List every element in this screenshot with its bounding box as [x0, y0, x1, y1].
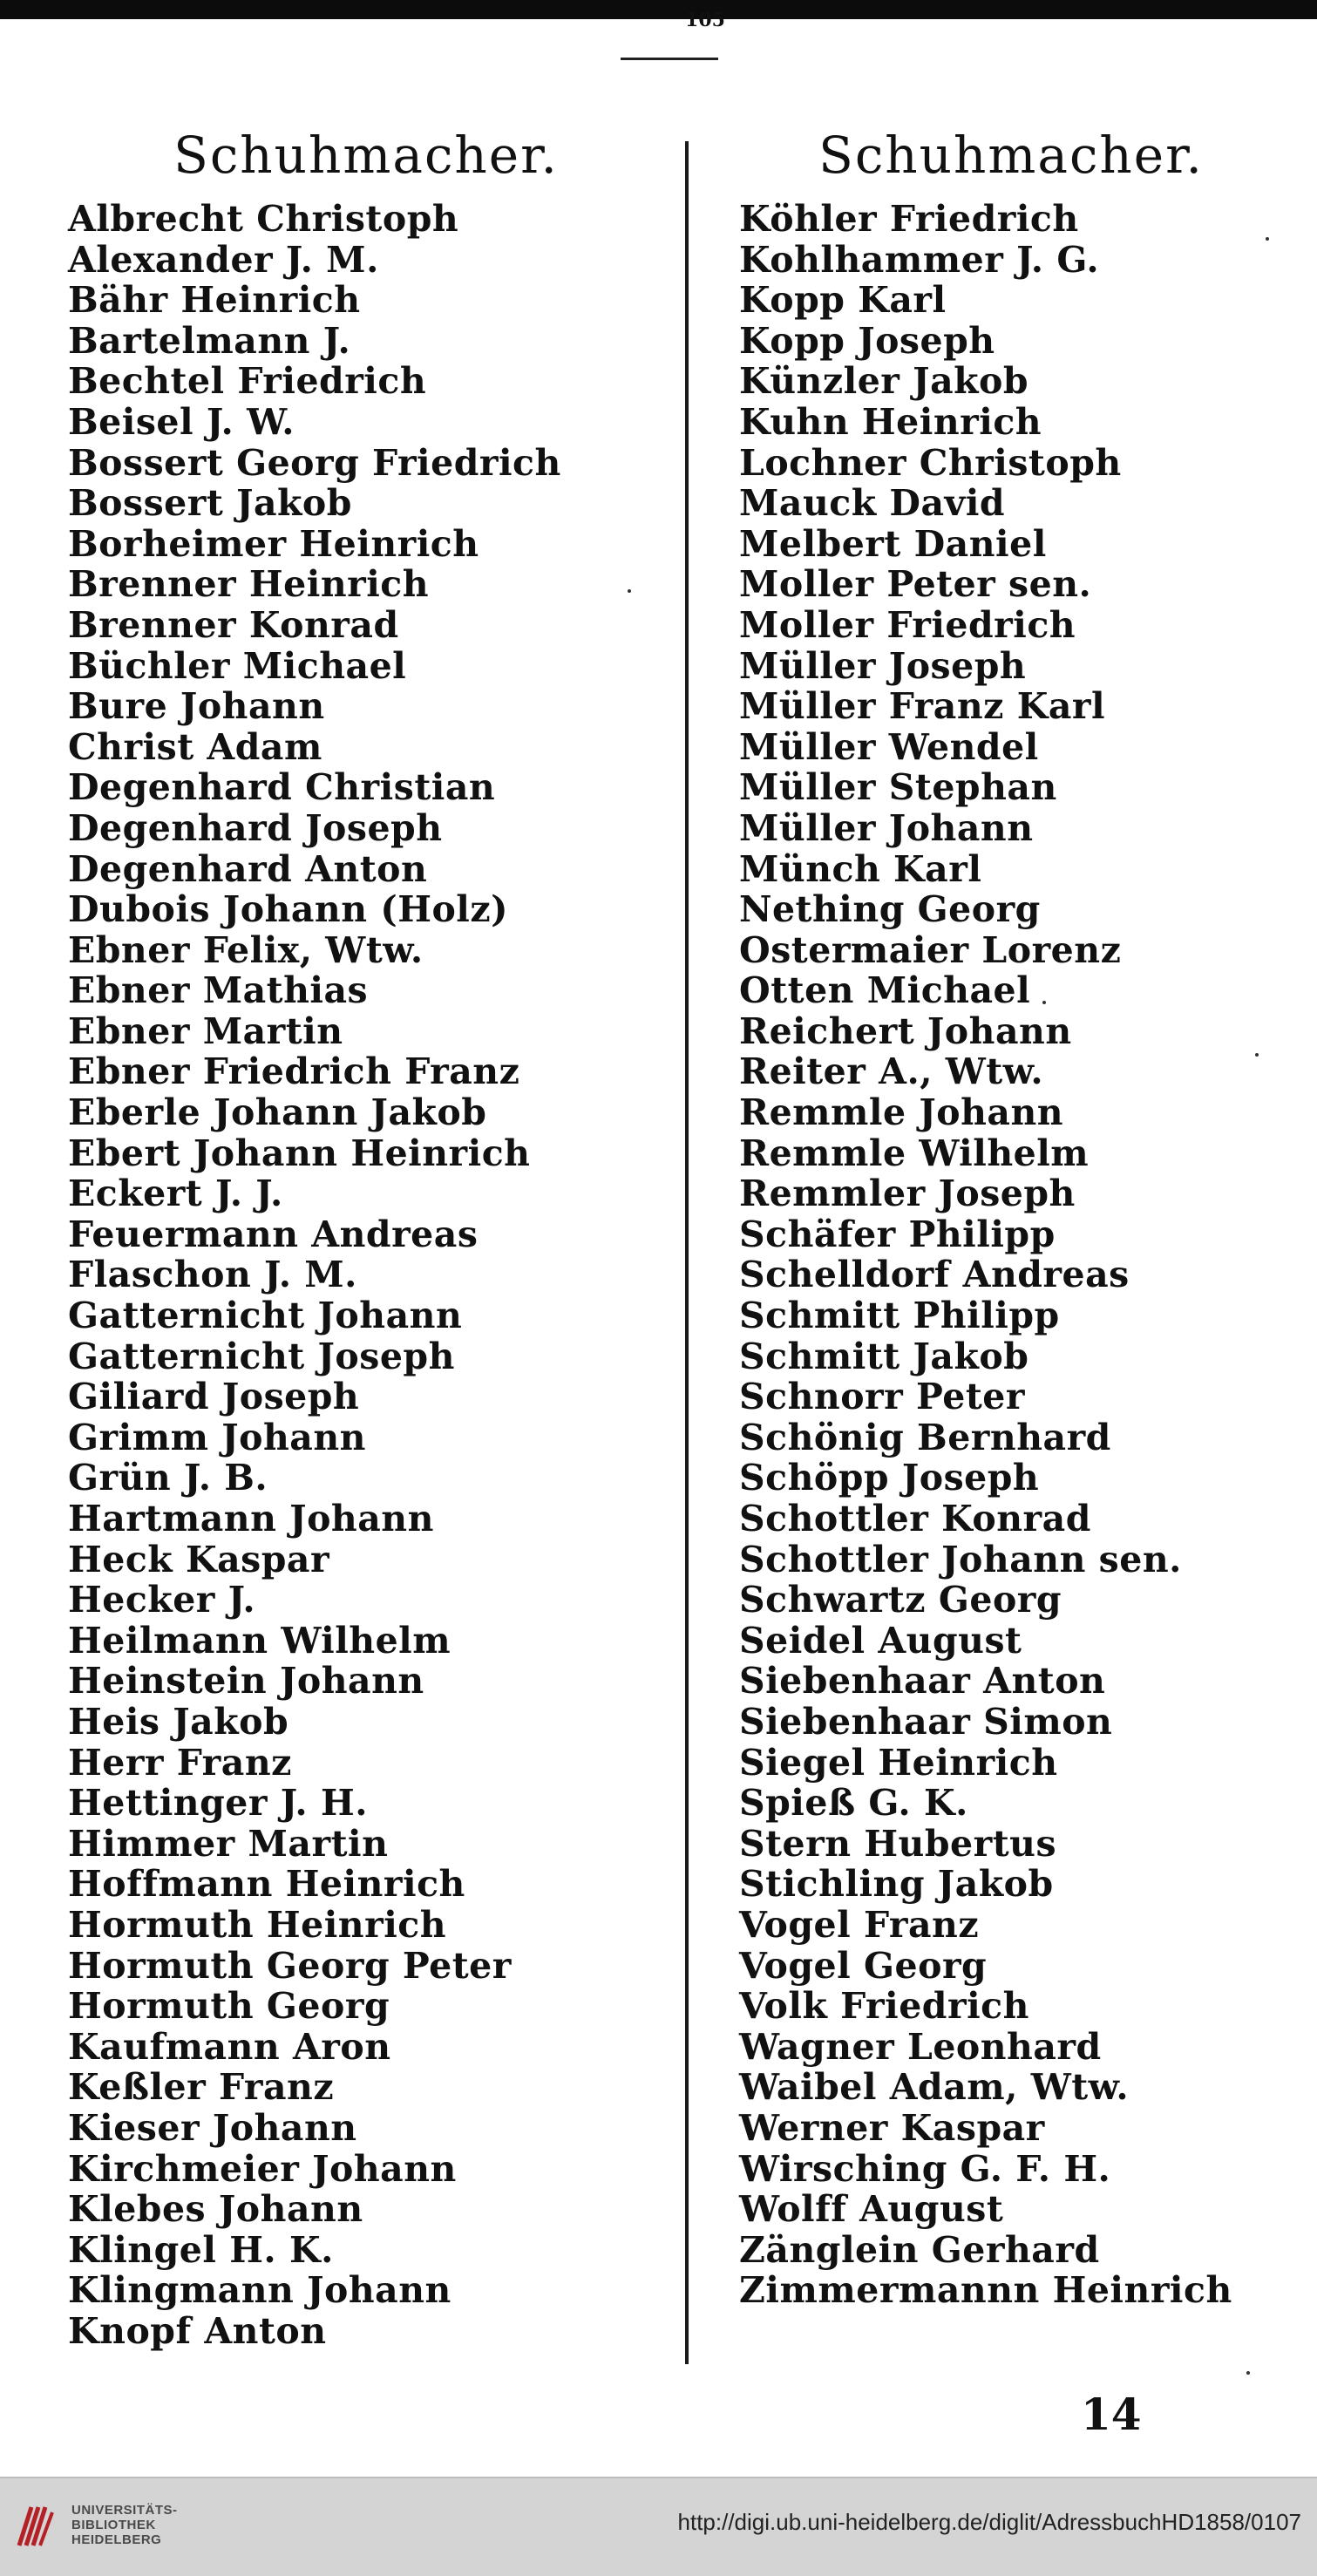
directory-entry: Wagner Leonhard: [739, 2025, 1102, 2068]
scan-speck: [628, 589, 631, 593]
directory-entry: Stichling Jakob: [739, 1863, 1054, 1906]
directory-entry: Volk Friedrich: [739, 1985, 1029, 2028]
scan-speck: [1266, 237, 1269, 241]
directory-entry: Kopp Joseph: [739, 319, 995, 362]
directory-entry: Künzler Jakob: [739, 360, 1029, 403]
directory-entry: Heck Kaspar: [68, 1538, 330, 1580]
directory-entry: Heis Jakob: [68, 1700, 289, 1743]
directory-entry: Nething Georg: [739, 888, 1041, 931]
directory-entry: Degenhard Joseph: [68, 806, 443, 849]
directory-entry: Brenner Heinrich: [68, 563, 430, 606]
directory-entry: Bossert Jakob: [68, 482, 352, 525]
directory-entry: Mauck David: [739, 482, 1006, 525]
directory-entry: Hartmann Johann: [68, 1498, 434, 1539]
directory-entry: Dubois Johann (Holz): [68, 888, 509, 931]
directory-entry: Schönig Bernhard: [739, 1416, 1111, 1458]
directory-entry: Müller Joseph: [739, 644, 1027, 687]
directory-entry: Hormuth Georg: [68, 1985, 390, 2028]
header-rule: [621, 58, 718, 60]
directory-entry: Alexander J. M.: [68, 238, 379, 281]
directory-entry: Schöpp Joseph: [739, 1457, 1040, 1499]
directory-entry: Kohlhammer J. G.: [739, 238, 1100, 281]
directory-entry: Heinstein Johann: [68, 1660, 424, 1703]
directory-entry: Seidel August: [739, 1619, 1022, 1662]
library-name: [71, 2503, 178, 2547]
directory-entry: Hormuth Georg Peter: [68, 1944, 512, 1987]
directory-entry: Gatternicht Johann: [68, 1295, 463, 1337]
directory-entry: Himmer Martin: [68, 1822, 389, 1865]
directory-entry: Kaufmann Aron: [68, 2025, 391, 2068]
directory-entry: Siebenhaar Anton: [739, 1660, 1106, 1703]
directory-entry: Schottler Johann sen.: [739, 1538, 1182, 1580]
directory-entry: Remmler Joseph: [739, 1172, 1076, 1215]
directory-entry: Hormuth Heinrich: [68, 1903, 447, 1946]
directory-entry: Reiter A., Wtw.: [739, 1050, 1044, 1093]
directory-entry: Remmle Johann: [739, 1091, 1064, 1134]
directory-entry: Siebenhaar Simon: [739, 1700, 1113, 1743]
source-url-link[interactable]: http://digi.ub.uni-heidelberg.de/diglit/AdressbuchHD1858/0107: [677, 2509, 1301, 2535]
directory-entry: Keßler Franz: [68, 2066, 335, 2109]
directory-entry: Ebert Johann Heinrich: [68, 1132, 531, 1174]
cropped-page-header: 105: [685, 12, 725, 28]
directory-entry: Otten Michael: [739, 969, 1031, 1012]
directory-entry: Moller Friedrich: [739, 603, 1076, 646]
directory-entry: Bossert Georg Friedrich: [68, 441, 561, 484]
directory-entry: Moller Peter sen.: [739, 563, 1092, 606]
directory-entry: Müller Franz Karl: [739, 685, 1106, 728]
scan-speck: [1255, 1053, 1259, 1057]
directory-entry: Remmle Wilhelm: [739, 1132, 1090, 1174]
directory-entry: Ostermaier Lorenz: [739, 928, 1122, 971]
scan-speck: [1246, 2371, 1250, 2375]
directory-entry: Müller Stephan: [739, 766, 1057, 809]
directory-entry: Albrecht Christoph: [68, 198, 459, 240]
directory-entry: Schmitt Philipp: [739, 1295, 1060, 1337]
directory-entry: Schottler Konrad: [739, 1498, 1091, 1539]
directory-column-left: [68, 199, 561, 2351]
directory-entry: Werner Kaspar: [739, 2106, 1045, 2149]
directory-entry: Kieser Johann: [68, 2106, 357, 2149]
column-divider: [685, 141, 689, 2364]
directory-entry: Schwartz Georg: [739, 1579, 1062, 1621]
directory-entry: Schmitt Jakob: [739, 1335, 1029, 1377]
directory-entry: Gatternicht Joseph: [68, 1335, 455, 1377]
scan-top-edge: [0, 0, 1317, 19]
directory-entry: Zänglein Gerhard: [739, 2228, 1100, 2271]
directory-entry: Zimmermannn Heinrich: [739, 2269, 1232, 2312]
directory-entry: Degenhard Anton: [68, 847, 428, 890]
library-name-line: HEIDELBERG: [71, 2532, 162, 2547]
directory-entry: Bure Johann: [68, 685, 325, 728]
directory-entry: Bartelmann J.: [68, 319, 351, 362]
directory-entry: Ebner Martin: [68, 1009, 343, 1052]
column-heading-left: Schuhmacher.: [173, 126, 559, 185]
directory-entry: Siegel Heinrich: [739, 1741, 1058, 1784]
directory-entry: Bähr Heinrich: [68, 279, 361, 322]
page-number: 14: [1081, 2389, 1142, 2440]
directory-entry: Reichert Johann: [739, 1009, 1072, 1052]
directory-entry: Eckert J. J.: [68, 1172, 283, 1215]
library-name-line: UNIVERSITÄTS-: [71, 2503, 178, 2518]
directory-entry: Hettinger J. H.: [68, 1782, 368, 1825]
directory-entry: Waibel Adam, Wtw.: [739, 2066, 1130, 2109]
directory-entry: Schäfer Philipp: [739, 1213, 1056, 1255]
directory-entry: Feuermann Andreas: [68, 1213, 479, 1255]
directory-entry: Grün J. B.: [68, 1457, 268, 1499]
directory-entry: Büchler Michael: [68, 644, 407, 687]
directory-entry: Lochner Christoph: [739, 441, 1122, 484]
directory-entry: Knopf Anton: [68, 2309, 327, 2352]
directory-entry: Grimm Johann: [68, 1416, 366, 1458]
directory-entry: Klebes Johann: [68, 2188, 363, 2231]
directory-entry: Giliard Joseph: [68, 1376, 360, 1418]
directory-entry: Borheimer Heinrich: [68, 522, 479, 565]
directory-entry: Ebner Felix, Wtw.: [68, 928, 424, 971]
directory-entry: Degenhard Christian: [68, 766, 496, 809]
directory-entry: Wirsching G. F. H.: [739, 2147, 1111, 2190]
directory-entry: Kopp Karl: [739, 279, 947, 322]
directory-entry: Müller Johann: [739, 806, 1034, 849]
directory-entry: Schelldorf Andreas: [739, 1254, 1130, 1296]
directory-entry: Vogel Georg: [739, 1944, 988, 1987]
directory-entry: Heilmann Wilhelm: [68, 1619, 451, 1662]
directory-entry: Hecker J.: [68, 1579, 256, 1621]
directory-entry: Eberle Johann Jakob: [68, 1091, 487, 1134]
university-logo-icon: [14, 2500, 59, 2549]
directory-entry: Brenner Konrad: [68, 603, 399, 646]
directory-entry: Müller Wendel: [739, 725, 1039, 768]
directory-entry: Köhler Friedrich: [739, 198, 1079, 240]
library-name-line: BIBLIOTHEK: [71, 2518, 156, 2532]
scan-speck: [1042, 1001, 1046, 1004]
directory-entry: Kuhn Heinrich: [739, 400, 1042, 443]
directory-entry: Beisel J. W.: [68, 400, 295, 443]
column-heading-right: Schuhmacher.: [818, 126, 1204, 185]
directory-entry: Klingmann Johann: [68, 2269, 451, 2312]
directory-entry: Flaschon J. M.: [68, 1254, 357, 1296]
directory-entry: Münch Karl: [739, 847, 982, 890]
directory-entry: Klingel H. K.: [68, 2228, 334, 2271]
directory-entry: Herr Franz: [68, 1741, 292, 1784]
directory-entry: Hoffmann Heinrich: [68, 1863, 465, 1906]
directory-entry: Vogel Franz: [739, 1903, 980, 1946]
directory-entry: Bechtel Friedrich: [68, 360, 427, 403]
directory-entry: Kirchmeier Johann: [68, 2147, 457, 2190]
directory-entry: Spieß G. K.: [739, 1782, 968, 1825]
directory-entry: Melbert Daniel: [739, 522, 1047, 565]
directory-entry: Ebner Mathias: [68, 969, 369, 1012]
directory-entry: Stern Hubertus: [739, 1822, 1057, 1865]
directory-entry: Schnorr Peter: [739, 1376, 1025, 1418]
directory-column-right: [739, 199, 1232, 2311]
directory-entry: Wolff August: [739, 2188, 1004, 2231]
directory-entry: Christ Adam: [68, 725, 322, 768]
directory-entry: Ebner Friedrich Franz: [68, 1050, 520, 1093]
